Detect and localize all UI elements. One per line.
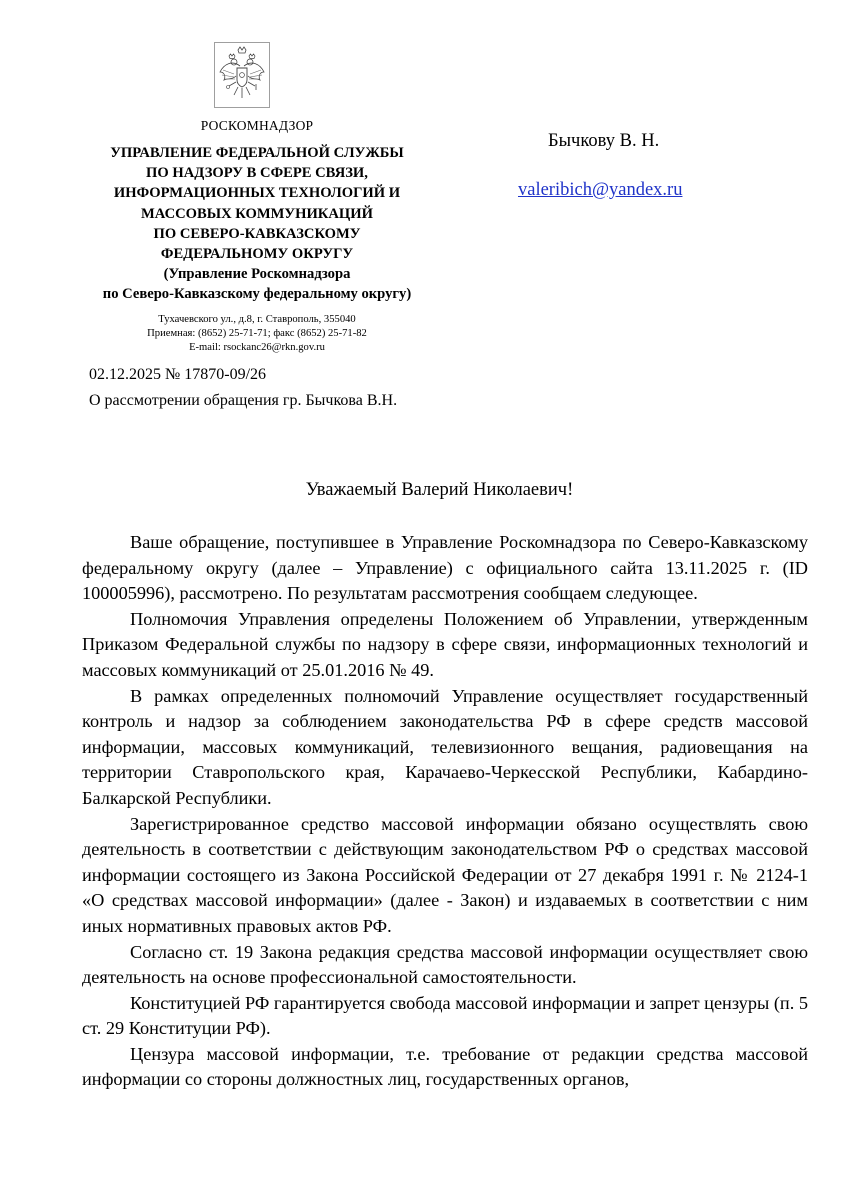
agency-paren-line: по Северо-Кавказскому федеральному округу): [102, 286, 412, 303]
agency-full-line: ИНФОРМАЦИОННЫХ ТЕХНОЛОГИЙ И: [113, 185, 401, 202]
body-paragraph: Зарегистрированное средство массовой информации обязано осуществлять свою деятельность в соответствии с действующим законодательством РФ о средствах массовой информации состоящего из Закона Российской Федерации от 27 декабря 1991 г. № 2124-1 «О средствах массовой информации» (далее - Закон) и издаваемых в соответствии с ним иных нормативных правовых актов РФ.: [82, 813, 808, 936]
body-paragraph: В рамках определенных полномочий Управление осуществляет государственный контроль и надзор за соблюдением законодательства РФ в сфере средств массовой информации, массовых коммуникаций, телевизионного вещания, радиовещания на территории Ставропольского края, Карачаево-Черкесской Республики, Кабардино-Балкарской Республики.: [82, 685, 808, 808]
body-paragraph: Согласно ст. 19 Закона редакция средства массовой информации осуществляет свою деятельность на основе профессиональной самостоятельности.: [82, 941, 808, 988]
agency-short-name: РОСКОМНАДЗОР: [200, 118, 314, 133]
agency-full-line: УПРАВЛЕНИЕ ФЕДЕРАЛЬНОЙ СЛУЖБЫ: [110, 145, 404, 161]
letter-body: [82, 530, 808, 1093]
coat-of-arms-emblem: [214, 42, 270, 108]
agency-email: E-mail: rsockanc26@rkn.gov.ru: [189, 342, 325, 354]
salutation: Уважаемый Валерий Николаевич!: [305, 480, 574, 500]
recipient-name: Бычкову В. Н.: [548, 131, 660, 151]
agency-full-line: ПО НАДЗОРУ В СФЕРЕ СВЯЗИ,: [146, 165, 368, 182]
document-reference-number: 02.12.2025 № 17870-09/26: [89, 366, 267, 383]
agency-full-line: МАССОВЫХ КОММУНИКАЦИЙ: [141, 205, 373, 222]
body-paragraph: Конституцией РФ гарантируется свобода массовой информации и запрет цензуры (п. 5 ст. 29 Конституции РФ).: [82, 992, 808, 1039]
agency-full-name: [80, 143, 434, 264]
double-headed-eagle-icon: [214, 42, 270, 108]
body-paragraph: Полномочия Управления определены Положением об Управлении, утвержденным Приказом Федеральной службы по надзору в сфере связи, информационных технологий и массовых коммуникаций от 25.01.2016 № 49.: [82, 608, 808, 680]
agency-full-line: ФЕДЕРАЛЬНОМУ ОКРУГУ: [160, 246, 354, 263]
document-subject: О рассмотрении обращения гр. Бычкова В.Н.: [89, 392, 398, 409]
agency-paren-line: (Управление Роскомнадзора: [163, 266, 351, 282]
body-paragraph: Цензура массовой информации, т.е. требование от редакции средства массовой информации со стороны должностных лиц, государственных органов,: [82, 1043, 808, 1090]
recipient-email-link[interactable]: valeribich@yandex.ru: [518, 180, 683, 200]
agency-address: Тухачевского ул., д.8, г. Ставрополь, 355040: [158, 314, 356, 325]
agency-contacts: [80, 313, 434, 356]
body-paragraph: Ваше обращение, поступившее в Управление Роскомнадзора по Северо-Кавказскому федеральному округу (далее – Управление) с официального сайта 13.11.2025 г. (ID 100005996), рассмотрено. По результатам рассмотрения сообщаем следующее.: [82, 532, 808, 604]
agency-phone-fax: Приемная: (8652) 25-71-71; факс (8652) 25-71-82: [147, 328, 367, 340]
agency-full-line: ПО СЕВЕРО-КАВКАЗСКОМУ: [153, 225, 361, 242]
agency-abbreviated-name: [80, 264, 434, 304]
